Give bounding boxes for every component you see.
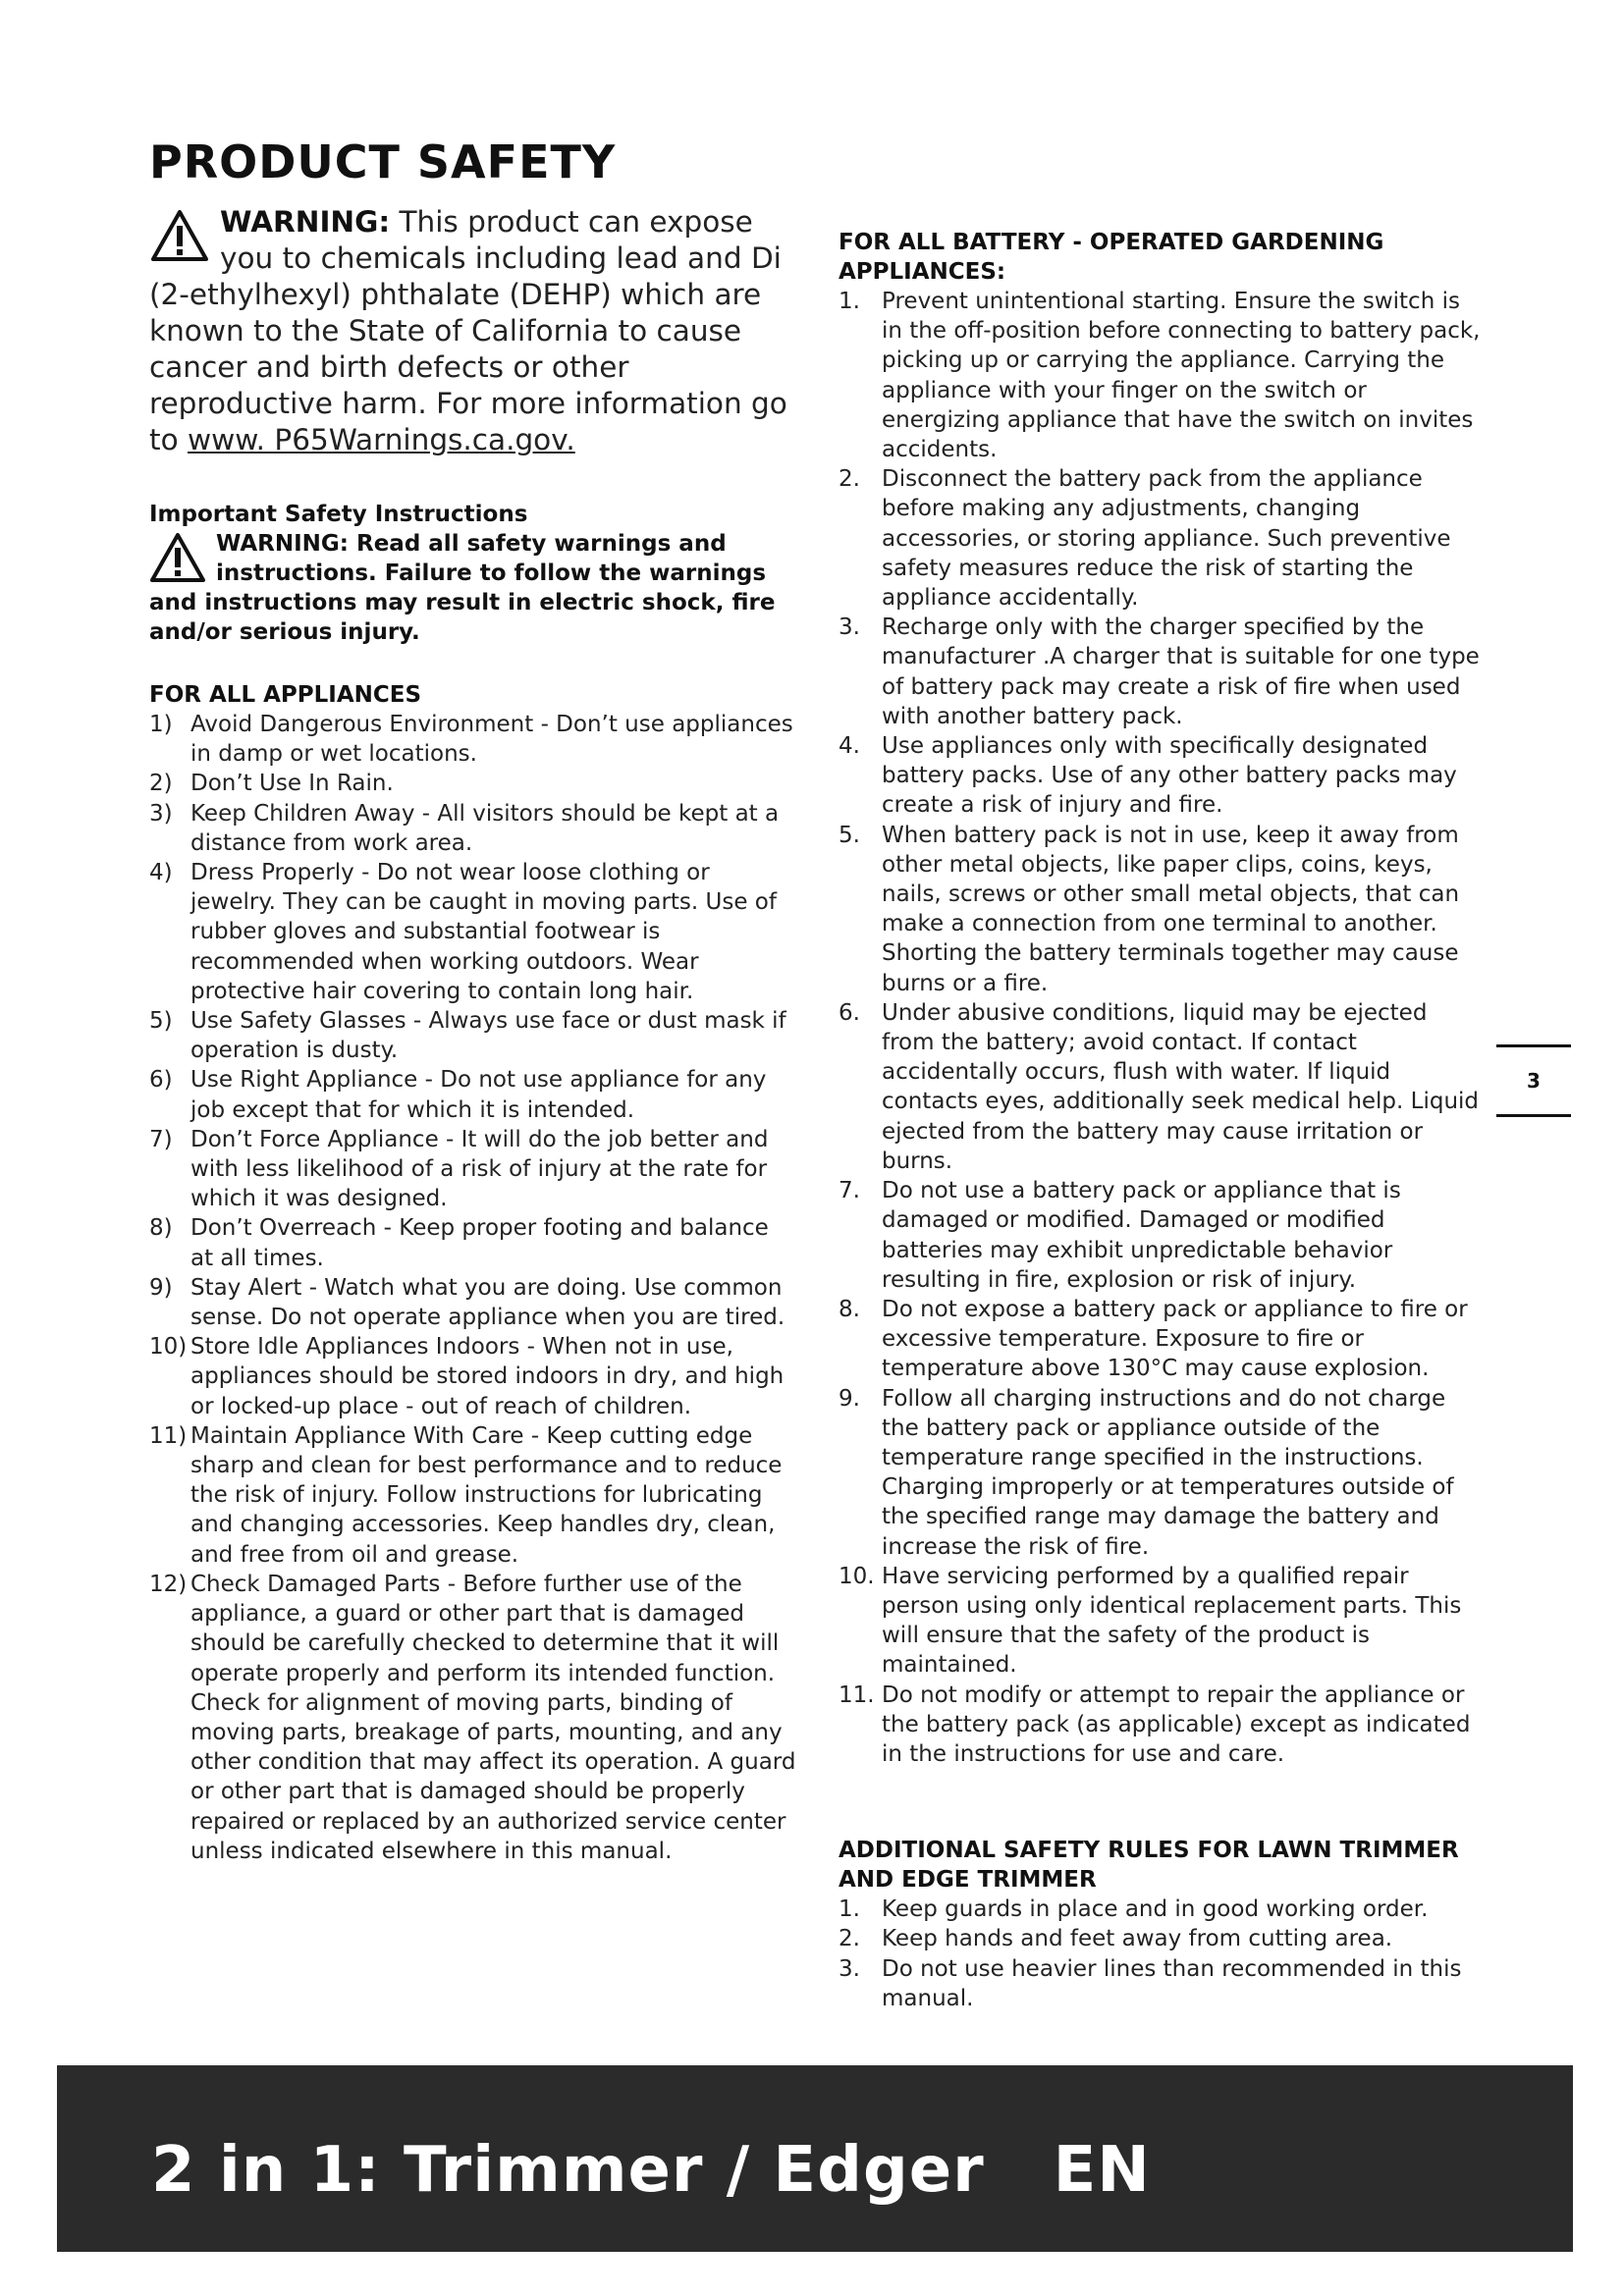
list-item [149,769,797,798]
item-text: Use Safety Glasses - Always use face or dust mask if operation is dusty. [190,1008,786,1064]
warning-text: This product can expose you to chemicals including lead and Di (2-ethylhexyl) phthalate (DEHP) which are known to the State of California to cause cancer and birth defects or other reproductive harm. For more information go to [149,205,787,456]
item-text: Keep guards in place and in good working order. [882,1896,1429,1923]
item-number: 3. [839,1955,860,1982]
list-item [149,1332,797,1421]
list-item [149,1065,797,1124]
item-number: 6. [839,999,860,1026]
page-title: PRODUCT SAFETY [149,135,617,188]
item-text: Don’t Force Appliance - It will do the job better and with less likelihood of a risk of injury at the rate for which it was designed. [190,1126,769,1212]
item-number: 2) [149,771,173,797]
list-item [839,1895,1487,1924]
additional-heading: ADDITIONAL SAFETY RULES FOR LAWN TRIMMER AND EDGE TRIMMER [839,1838,1459,1894]
important-heading: Important Safety Instructions [149,502,528,527]
list-item [839,998,1487,1176]
list-item [839,1924,1487,1953]
list-item [839,731,1487,821]
warning-label: WARNING: [220,205,391,239]
battery-heading: FOR ALL BATTERY - OPERATED GARDENING APPLIANCES: [839,230,1384,285]
list-item [149,1125,797,1214]
list-item [839,1954,1487,2013]
item-text: Do not expose a battery pack or appliance to fire or excessive temperature. Exposure to fire or temperature above 130°C may cause explosion. [882,1296,1468,1382]
page-number: 3 [1527,1069,1541,1093]
item-text: Use appliances only with specifically designated battery packs. Use of any other battery packs may create a risk of injury and fire. [882,733,1457,819]
item-number: 1) [149,712,173,737]
item-text: Do not modify or attempt to repair the appliance or the battery pack (as applicable) except as indicated in the instructions for use and care. [882,1682,1471,1767]
item-number: 10. [839,1563,875,1589]
additional-list [839,1895,1487,2013]
all-appliances-heading: FOR ALL APPLIANCES [149,682,422,708]
item-text: Store Idle Appliances Indoors - When not in use, appliances should be stored indoors in dry, and high or locked-up place - out of reach of children. [190,1334,785,1419]
california-warning [149,204,797,458]
item-number: 11. [839,1682,875,1708]
all-appliances-list [149,710,797,1866]
item-number: 2. [839,1926,860,1952]
item-number: 9) [149,1274,173,1301]
item-number: 10) [149,1334,188,1361]
item-text: Prevent unintentional starting. Ensure the switch is in the off-position before connecting to battery pack, picking up or carrying the appliance. Carrying the appliance with your finger on the switch or energizing appliance that have the switch on invites accidents. [882,289,1481,463]
item-number: 6) [149,1067,173,1094]
list-item [149,1213,797,1272]
warning-triangle-icon [149,208,210,263]
left-column [149,204,797,1866]
item-text: Under abusive conditions, liquid may be ejected from the battery; avoid contact. If contact accidentally occurs, flush with water. If liquid contacts eyes, additionally seek medical help. Liquid ejected from the battery may cause irritation or burns. [882,999,1480,1174]
list-item [839,1295,1487,1384]
item-number: 4) [149,860,173,886]
item-text: Follow all charging instructions and do not charge the battery pack or appliance outside of the temperature range specified in the instructions. Charging improperly or at temperatures outside of the specified range may damage the battery and increase the risk of fire. [882,1385,1454,1560]
warning-triangle-icon [149,531,206,584]
item-number: 3. [839,614,860,641]
item-text: Do not use heavier lines than recommended in this manual. [882,1955,1462,2011]
item-text: Keep Children Away - All visitors should be kept at a distance from work area. [190,800,780,856]
item-number: 4. [839,733,860,760]
item-number: 7. [839,1178,860,1204]
battery-list [839,287,1487,1769]
list-item [839,1384,1487,1562]
list-item [839,464,1487,613]
item-text: Avoid Dangerous Environment - Don’t use appliances in damp or wet locations. [190,712,793,768]
item-text: Check Damaged Parts - Before further use of the appliance, a guard or other part that is damaged should be carefully checked to determine that it will operate properly and perform its intended function. Check for alignment of moving parts, binding of moving parts, breakage of parts, mounting, and any other condition that may affect its operation. A guard or other part that is damaged should be properly repaired or replaced by an authorized service center unless indicated elsewhere in this manual. [190,1571,796,1864]
item-number: 12) [149,1571,188,1597]
item-text: Don’t Use In Rain. [190,771,394,797]
footer-product: 2 in 1: Trimmer / Edger [151,2134,985,2207]
item-text: Don’t Overreach - Keep proper footing and balance at all times. [190,1215,769,1271]
important-warning-text: WARNING: Read all safety warnings and instructions. Failure to follow the warnings and instructions may result in electric shock, fire and/or serious injury. [149,531,776,645]
item-number: 8. [839,1296,860,1322]
item-number: 1. [839,289,860,314]
item-text: Do not use a battery pack or appliance that is damaged or modified. Damaged or modified batteries may exhibit unpredictable behavior resulting in fire, explosion or risk of injury. [882,1178,1401,1293]
footer-band [57,2065,1573,2252]
list-item [839,1681,1487,1770]
footer-language: EN [1053,2134,1151,2207]
right-column [839,228,1487,2013]
item-text: When battery pack is not in use, keep it away from other metal objects, like paper clips, coins, keys, nails, screws or other small metal objects, that can make a connection from one terminal to another. Shorting the battery terminals together may cause burns or a fire. [882,822,1460,996]
footer-title [151,2134,1151,2207]
item-number: 5. [839,822,860,848]
p65-link[interactable]: www. P65Warnings.ca.gov. [188,423,575,456]
list-item [149,1421,797,1570]
item-text: Keep hands and feet away from cutting area. [882,1926,1393,1952]
item-text: Use Right Appliance - Do not use appliance for any job except that for which it is intended. [190,1067,767,1123]
list-item [149,799,797,858]
list-item [839,613,1487,731]
item-text: Stay Alert - Watch what you are doing. Use common sense. Do not operate appliance when you are tired. [190,1274,785,1331]
item-number: 5) [149,1008,173,1035]
important-warning [149,529,797,647]
list-item [149,1273,797,1332]
list-item [839,1176,1487,1295]
page-number-tab [1496,1044,1571,1117]
item-number: 3) [149,800,173,827]
list-item [149,1006,797,1065]
list-item [839,287,1487,464]
item-number: 2. [839,466,860,493]
item-text: Maintain Appliance With Care - Keep cutting edge sharp and clean for best performance and to reduce the risk of injury. Follow instructions for lubricating and changing accessories. Keep handles dry, clean, and free from oil and grease. [190,1422,783,1568]
item-number: 11) [149,1422,188,1449]
item-text: Recharge only with the charger specified by the manufacturer .A charger that is suitable for one type of battery pack may create a risk of fire when used with another battery pack. [882,614,1480,729]
item-text: Disconnect the battery pack from the appliance before making any adjustments, changing accessories, or storing appliance. Such preventive safety measures reduce the risk of starting the appliance accidentally. [882,466,1451,612]
item-text: Dress Properly - Do not wear loose clothing or jewelry. They can be caught in moving parts. Use of rubber gloves and substantial footwear is recommended when working outdoors. Wear protective hair covering to contain long hair. [190,860,777,1004]
list-item [839,821,1487,998]
item-number: 9. [839,1385,860,1412]
list-item [839,1562,1487,1681]
item-number: 1. [839,1896,860,1923]
list-item [149,858,797,1006]
item-text: Have servicing performed by a qualified repair person using only identical replacement parts. This will ensure that the safety of the product is maintained. [882,1563,1462,1679]
item-number: 7) [149,1126,173,1152]
list-item [149,710,797,769]
item-number: 8) [149,1215,173,1242]
list-item [149,1570,797,1866]
